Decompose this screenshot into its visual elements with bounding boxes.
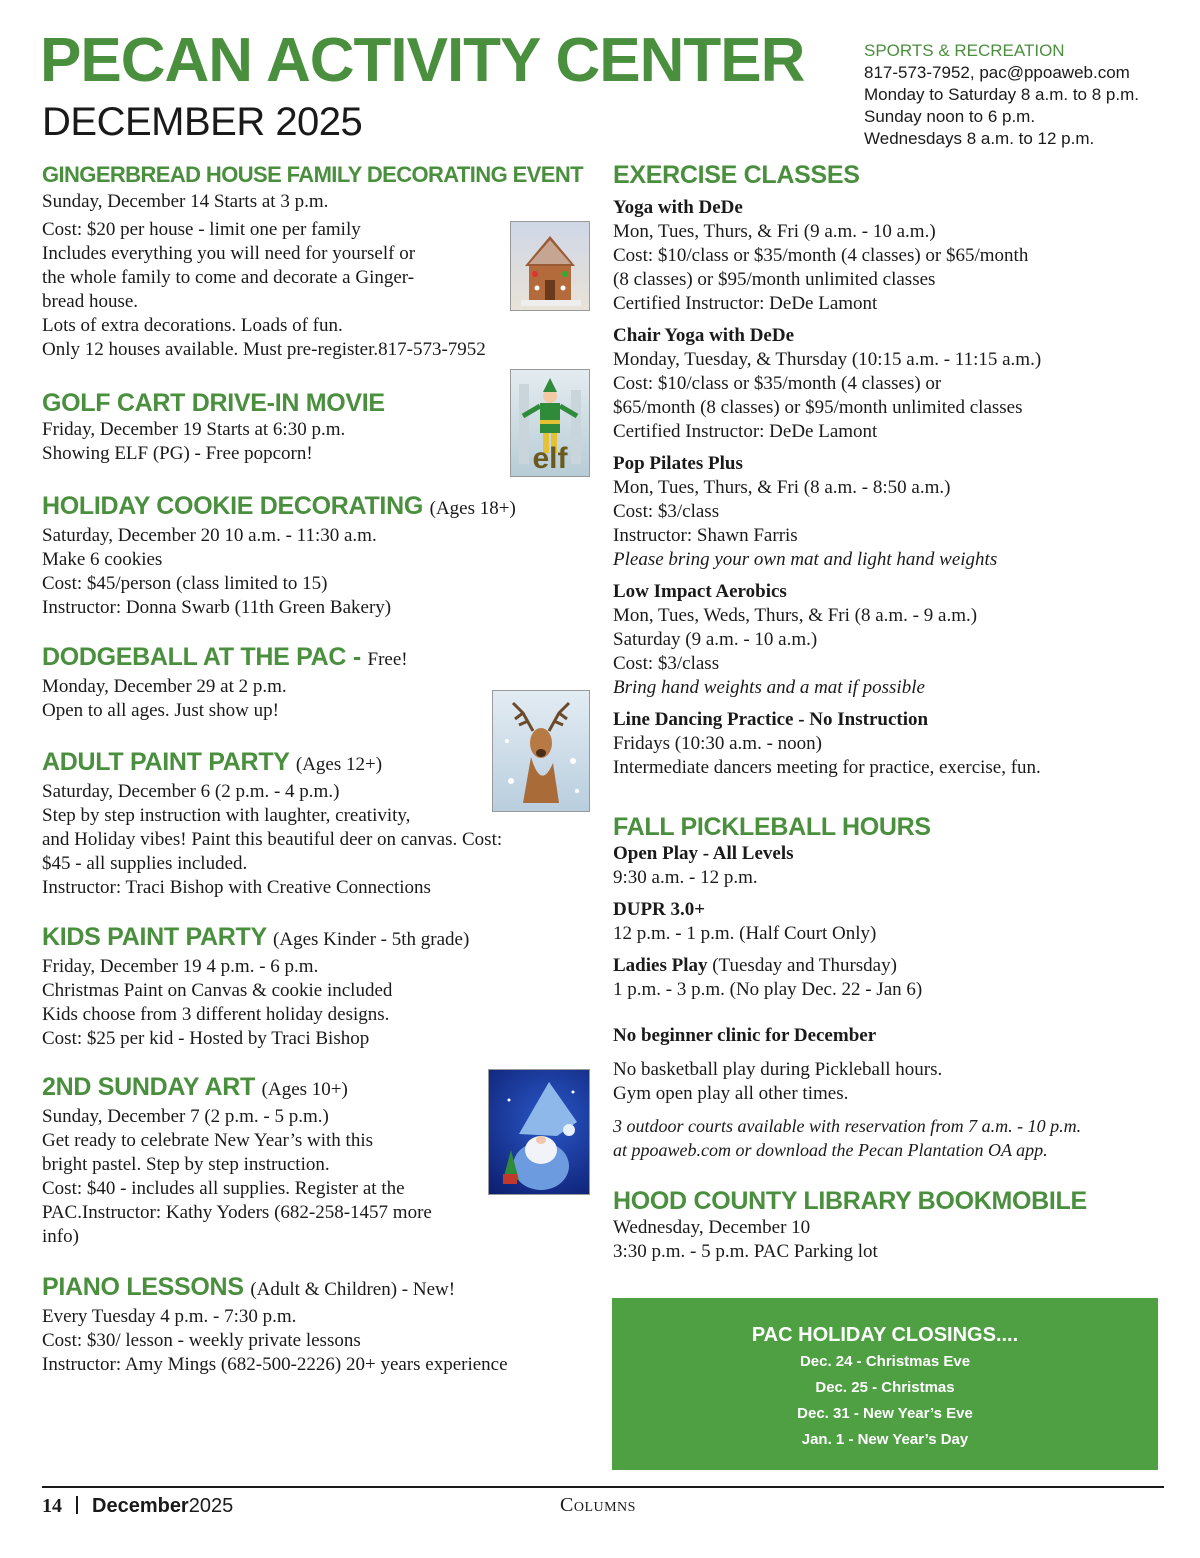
class-line: Cost: $3/class [613,653,720,674]
event-ages: (Ages Kinder - 5th grade) [273,929,470,950]
event-line: Instructor: Amy Mings (682-500-2226) 20+ years experience [42,1354,508,1375]
event-ages: Free! [367,649,408,670]
contact-block [864,40,1139,150]
event-line: Cost: $20 per house - limit one per family [42,219,361,240]
footer-divider [42,1486,1164,1488]
pickleball-outdoor-note: at ppoaweb.com or download the Pecan Plantation OA app. [613,1140,1048,1160]
event-line: Kids choose from 3 different holiday designs. [42,1004,390,1025]
contact-hours-weekday: Monday to Saturday 8 a.m. to 8 p.m. [864,85,1139,104]
page-subtitle: DECEMBER 2025 [42,100,363,144]
class-low-impact-aerobics [613,580,1173,700]
closing-item: Dec. 24 - Christmas Eve [799,1353,971,1370]
event-title [42,491,602,524]
event-title [42,642,602,675]
event-title-text: DODGEBALL AT THE PAC - [42,643,361,671]
event-title: GOLF CART DRIVE-IN MOVIE [42,389,385,417]
section-exercise-classes [613,160,1173,780]
section-title: HOOD COUNTY LIBRARY BOOKMOBILE [613,1187,1087,1215]
event-line: Cost: $40 - includes all supplies. Register at the [42,1178,405,1199]
event-line: Includes everything you will need for yourself or [42,243,416,264]
class-line: $65/month (8 classes) or $95/month unlimited classes [613,397,1023,418]
class-line: Monday, Tuesday, & Thursday (10:15 a.m. - 11:15 a.m.) [613,349,1042,370]
class-line: Instructor: Shawn Farris [613,525,798,546]
event-line: Lots of extra decorations. Loads of fun. [42,315,343,336]
section-pickleball [613,812,1173,1162]
event-line: and Holiday vibes! Paint this beautiful deer on canvas. Cost: [42,829,503,850]
event-title-text: HOLIDAY COOKIE DECORATING [42,492,423,520]
pickleball-ladies-heading [613,954,1173,978]
class-name: Chair Yoga with DeDe [613,325,795,346]
class-line: Intermediate dancers meeting for practice, exercise, fun. [613,757,1041,778]
class-line-dancing [613,708,1173,780]
event-line: Saturday, December 6 (2 p.m. - 4 p.m.) [42,781,340,802]
pickleball-dupr-time: 12 p.m. - 1 p.m. (Half Court Only) [613,923,877,944]
section-title: EXERCISE CLASSES [613,161,860,189]
pickleball-gym-note: Gym open play all other times. [613,1083,849,1104]
event-line: Cost: $30/ lesson - weekly private lessons [42,1330,361,1351]
event-title-text: ADULT PAINT PARTY [42,748,290,776]
footer-separator [76,1496,78,1514]
contact-phone-email: 817-573-7952, pac@ppoaweb.com [864,63,1130,82]
event-title [42,1272,602,1305]
class-note: Please bring your own mat and light hand weights [613,549,998,570]
event-line: Friday, December 19 4 p.m. - 6 p.m. [42,956,319,977]
event-title-text: PIANO LESSONS [42,1273,244,1301]
pickleball-ladies-name: Ladies Play [613,955,708,976]
pickleball-open-play-name: Open Play - All Levels [613,843,794,864]
pickleball-ladies-days: (Tuesday and Thursday) [707,955,897,976]
event-ages: (Ages 18+) [429,498,516,519]
event-line: Monday, December 29 at 2 p.m. [42,676,287,697]
pickleball-open-play-time: 9:30 a.m. - 12 p.m. [613,867,758,888]
closing-item: Dec. 25 - Christmas [815,1379,955,1396]
library-line: 3:30 p.m. - 5 p.m. PAC Parking lot [613,1241,878,1262]
class-line: Mon, Tues, Weds, Thurs, & Fri (8 a.m. - 9 a.m.) [613,605,978,626]
section-title: FALL PICKLEBALL HOURS [613,813,931,841]
event-line: Friday, December 19 Starts at 6:30 p.m. [42,419,346,440]
contact-hours-sunday: Sunday noon to 6 p.m. [864,107,1036,126]
gingerbread-house-image [510,221,590,311]
event-cookie-decorating [42,491,602,620]
contact-hours-wednesday: Wednesdays 8 a.m. to 12 p.m. [864,129,1095,148]
event-title-text: 2ND SUNDAY ART [42,1073,255,1101]
closing-item: Dec. 31 - New Year’s Eve [797,1405,973,1422]
event-line: Saturday, December 20 10 a.m. - 11:30 a.m. [42,525,377,546]
event-line: Only 12 houses available. Must pre-register.817-573-7952 [42,339,486,360]
event-ages: (Ages 12+) [295,754,383,775]
pickleball-clinic-note: No beginner clinic for December [613,1025,877,1046]
footer-month: December [92,1495,189,1517]
page-title: PECAN ACTIVITY CENTER [40,26,805,95]
class-name: Yoga with DeDe [613,197,743,218]
event-line: Get ready to celebrate New Year’s with this [42,1130,373,1151]
class-line: Cost: $10/class or $35/month (4 classes) or [613,373,942,394]
pickleball-ladies-time: 1 p.m. - 3 p.m. (No play Dec. 22 - Jan 6) [613,979,923,1000]
event-line: Christmas Paint on Canvas & cookie included [42,980,393,1001]
pickleball-basketball-note: No basketball play during Pickleball hours. [613,1059,943,1080]
event-line: Instructor: Donna Swarb (11th Green Bakery) [42,597,392,618]
event-line: Sunday, December 14 Starts at 3 p.m. [42,191,329,212]
elf-poster-title: elf [532,442,568,475]
class-note: Bring hand weights and a mat if possible [613,677,925,698]
event-line: info) [42,1226,79,1247]
pickleball-outdoor-note: 3 outdoor courts available with reservation from 7 a.m. - 10 p.m. [613,1116,1082,1136]
event-kids-paint-party [42,922,602,1051]
class-line: Cost: $10/class or $35/month (4 classes) or $65/month [613,245,1029,266]
event-line: Step by step instruction with laughter, creativity, [42,805,411,826]
event-line: Sunday, December 7 (2 p.m. - 5 p.m.) [42,1106,329,1127]
class-line: Certified Instructor: DeDe Lamont [613,421,878,442]
contact-heading: SPORTS & RECREATION [864,41,1065,60]
event-line: Cost: $25 per kid - Hosted by Traci Bishop [42,1028,370,1049]
event-piano-lessons [42,1272,602,1377]
class-name: Pop Pilates Plus [613,453,743,474]
event-line: Instructor: Traci Bishop with Creative Connections [42,877,431,898]
class-chair-yoga [613,324,1173,444]
event-line: bright pastel. Step by step instruction. [42,1154,330,1175]
event-line: bread house. [42,291,139,312]
event-line: PAC.Instructor: Kathy Yoders (682-258-1457 more [42,1202,432,1223]
event-title-text: KIDS PAINT PARTY [42,923,267,951]
footer-year: 2025 [188,1495,234,1517]
event-line: Showing ELF (PG) - Free popcorn! [42,443,313,464]
closing-item: Jan. 1 - New Year’s Day [801,1431,969,1448]
class-name: Line Dancing Practice - No Instruction [613,709,929,730]
event-ages: (Adult & Children) - New! [250,1279,456,1300]
event-line: $45 - all supplies included. [42,853,248,874]
class-line: Cost: $3/class [613,501,720,522]
closings-title: PAC HOLIDAY CLOSINGS.... [751,1324,1019,1346]
elf-movie-poster-image [510,369,590,477]
footer [42,1494,233,1518]
pickleball-dupr-name: DUPR 3.0+ [613,899,706,920]
event-line: the whole family to come and decorate a Ginger- [42,267,415,288]
event-line: Open to all ages. Just show up! [42,700,279,721]
event-line: Make 6 cookies [42,549,163,570]
gnome-pastel-image [488,1069,590,1195]
class-line: Mon, Tues, Thurs, & Fri (8 a.m. - 8:50 a.m.) [613,477,951,498]
class-pop-pilates [613,452,1173,572]
page-number: 14 [42,1495,62,1517]
class-line: Fridays (10:30 a.m. - noon) [613,733,822,754]
event-title [42,922,602,955]
event-line: Cost: $45/person (class limited to 15) [42,573,328,594]
class-line: Mon, Tues, Thurs, & Fri (9 a.m. - 10 a.m.) [613,221,936,242]
class-line: (8 classes) or $95/month unlimited classes [613,269,936,290]
publication-name: Columns [560,1494,636,1516]
class-line: Saturday (9 a.m. - 10 a.m.) [613,629,818,650]
deer-painting-image [492,690,590,812]
class-name: Low Impact Aerobics [613,581,787,602]
event-ages: (Ages 10+) [261,1079,348,1100]
library-line: Wednesday, December 10 [613,1217,811,1238]
class-line: Certified Instructor: DeDe Lamont [613,293,878,314]
event-line: Every Tuesday 4 p.m. - 7:30 p.m. [42,1306,297,1327]
event-title: GINGERBREAD HOUSE FAMILY DECORATING EVENT [42,162,583,187]
class-yoga [613,196,1173,316]
holiday-closings-box [612,1298,1158,1470]
section-library-bookmobile [613,1186,1173,1264]
